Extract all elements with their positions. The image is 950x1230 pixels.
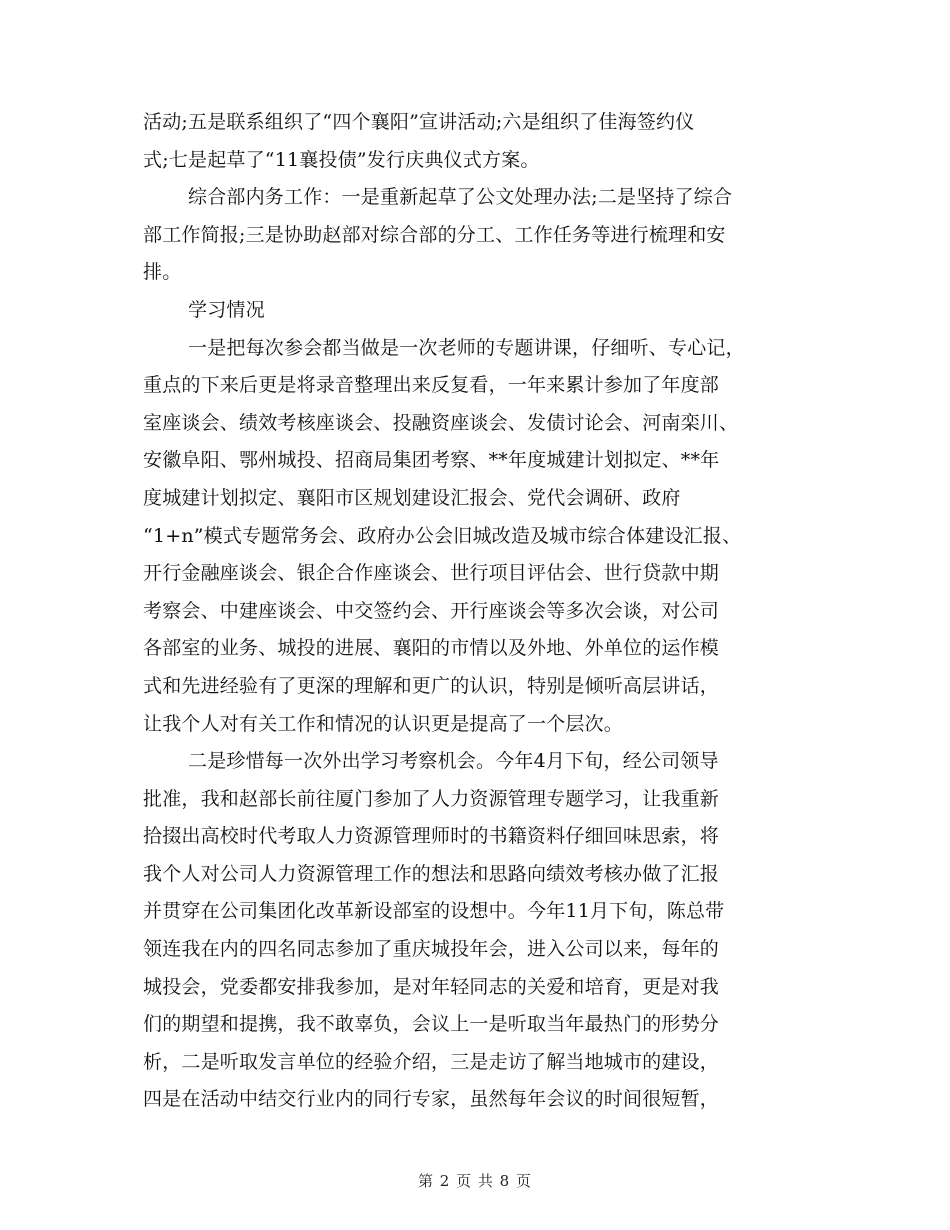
- page-number-footer: 第 2 页 共 8 页: [418, 1172, 532, 1190]
- text-line: 一是把每次参会都当做是一次老师的专题讲课，仔细听、专心记，: [188, 336, 745, 359]
- text-line: 活动;五是联系组织了“四个襄阳”宣讲活动;六是组织了佳海签约仪: [143, 111, 695, 133]
- text-line: 领连我在内的四名同志参加了重庆城投年会，进入公司以来，每年的: [143, 938, 720, 961]
- text-line: 让我个人对有关工作和情况的认识更是提高了一个层次。: [143, 712, 624, 735]
- text-line: 室座谈会、绩效考核座谈会、投融资座谈会、发债讨论会、河南栾川、: [143, 411, 739, 434]
- text-line: 排。: [143, 261, 182, 284]
- text-line: 各部室的业务、城投的进展、襄阳的市情以及外地、外单位的运作模: [143, 637, 720, 660]
- text-line: 析，二是听取发言单位的经验介绍，三是走访了解当地城市的建设，: [143, 1050, 720, 1073]
- text-line: 我个人对公司人力资源管理工作的想法和思路向绩效考核办做了汇报: [143, 862, 720, 885]
- section-heading: 学习情况: [188, 298, 265, 321]
- text-line: 批准，我和赵部长前往厦门参加了人力资源管理专题学习，让我重新: [143, 787, 720, 810]
- text-line: 拾掇出高校时代考取人力资源管理师时的书籍资料仔细回味思索，将: [143, 825, 720, 848]
- text-line: 式;七是起草了“11襄投债”发行庆典仪式方案。: [143, 148, 540, 171]
- text-line: 部工作简报;三是协助赵部对综合部的分工、工作任务等进行梳理和安: [143, 223, 726, 246]
- text-line: 开行金融座谈会、银企合作座谈会、世行项目评估会、世行贷款中期: [143, 562, 720, 585]
- text-line: 重点的下来后更是将录音整理出来反复看，一年来累计参加了年度部: [143, 374, 720, 397]
- text-line: “1+n”模式专题常务会、政府办公会旧城改造及城市综合体建设汇报、: [143, 524, 742, 547]
- text-line: 并贯穿在公司集团化改革新设部室的设想中。今年11月下旬，陈总带: [143, 900, 725, 923]
- text-line: 式和先进经验有了更深的理解和更广的认识，特别是倾听高层讲话，: [143, 674, 720, 697]
- body-text: [143, 104, 843, 1119]
- text-line: 度城建计划拟定、襄阳市区规划建设汇报会、党代会调研、政府: [143, 486, 681, 509]
- text-line: 安徽阜阳、鄂州城投、招商局集团考察、**年度城建计划拟定、**年: [143, 449, 720, 472]
- text-line: 城投会，党委都安排我参加，是对年轻同志的关爱和培育，更是对我: [143, 975, 720, 998]
- text-line: 考察会、中建座谈会、中交签约会、开行座谈会等多次会谈，对公司: [143, 599, 720, 622]
- text-line: 二是珍惜每一次外出学习考察机会。今年4月下旬，经公司领导: [188, 750, 719, 773]
- text-line: 们的期望和提携，我不敢辜负，会议上一是听取当年最热门的形势分: [143, 1013, 720, 1036]
- text-line: 四是在活动中结交行业内的同行专家，虽然每年会议的时间很短暂，: [143, 1088, 720, 1111]
- text-line: 综合部内务工作：一是重新起草了公文处理办法;二是坚持了综合: [188, 186, 733, 209]
